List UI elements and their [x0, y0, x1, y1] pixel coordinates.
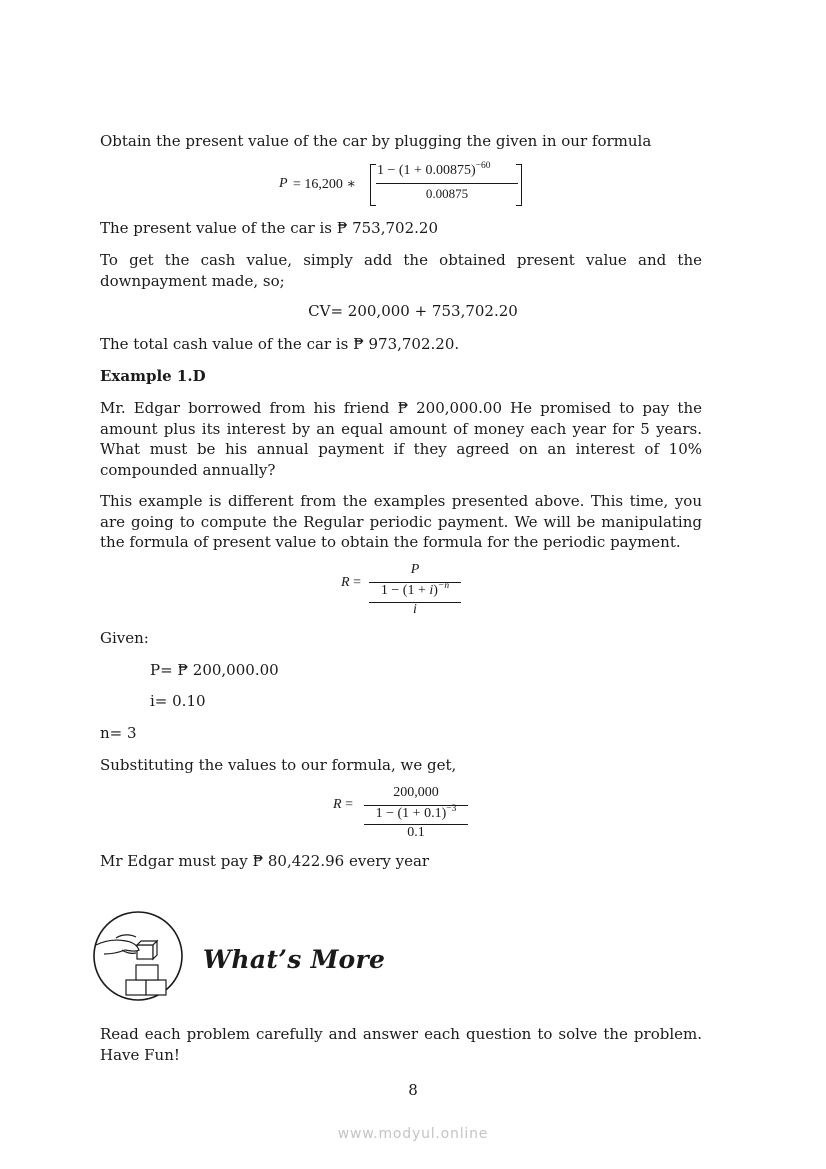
formula2-lhs: R = [341, 575, 361, 590]
blocks-hand-icon [92, 910, 186, 1004]
present-value-statement: The present value of the car is ₱ 753,702.20 [100, 219, 438, 237]
formula1-fraction-line [376, 183, 518, 184]
formula1-lhs: P [279, 176, 288, 191]
footer-watermark: www.modyul.online [337, 1126, 489, 1142]
example-title: Example 1.D [100, 367, 206, 385]
formula1-denominator: 0.00875 [425, 186, 469, 201]
total-cash-statement: The total cash value of the car is ₱ 973,702.20. [100, 335, 460, 353]
formula2-inner-numerator: $1 - (1 + i)^{-n}$ [380, 581, 450, 598]
result-statement: Mr Edgar must pay ₱ 80,422.96 every year [100, 852, 430, 870]
cash-value-equation: CV= 200,000 + 753,702.20 [308, 302, 518, 320]
formula3-inner-numerator: $1 - (1 + 0.1)^{-3}$ [375, 804, 457, 821]
example-explanation: This example is different from the examples presented above. This time, you are going to compute the Regular periodic payment. We will be manipulating the formula of present value to obtain the formula for the periodic payment. [100, 492, 702, 551]
example-problem: Mr. Edgar borrowed from his friend ₱ 200,000.00 He promised to pay the amount plus its interest by an equal amount of money each year for 5 years. What must be his annual payment if they agreed on an interest of 10% compounded annually? [100, 399, 702, 479]
formula1-numerator: $1 - (1 + 0.00875)^{-60}$ [377, 161, 491, 178]
section-heading-whats-more: What’s More [203, 945, 386, 974]
formula3-lhs: R = [333, 797, 353, 812]
given-label: Given: [100, 629, 149, 647]
formula1-equals-value: = 16,200 ∗ [293, 177, 356, 192]
formula2-top: P [410, 562, 420, 577]
closing-instruction: Read each problem carefully and answer each question to solve the problem. Have Fun! [100, 1025, 702, 1064]
cash-value-paragraph: To get the cash value, simply add the obtained present value and the downpayment made, so; [100, 251, 702, 290]
given-n: n= 3 [100, 724, 137, 742]
formula3-top: 200,000 [393, 785, 439, 800]
substituting-statement: Substituting the values to our formula, we get, [100, 756, 457, 774]
page-number: 8 [408, 1081, 418, 1099]
formula2-inner-denominator: i [413, 602, 417, 617]
given-p: P= ₱ 200,000.00 [150, 661, 279, 679]
formula3-inner-denominator: 0.1 [407, 825, 425, 840]
right-bracket [516, 164, 522, 206]
given-i: i= 0.10 [150, 692, 206, 710]
intro-paragraph: Obtain the present value of the car by plugging the given in our formula [100, 132, 652, 150]
